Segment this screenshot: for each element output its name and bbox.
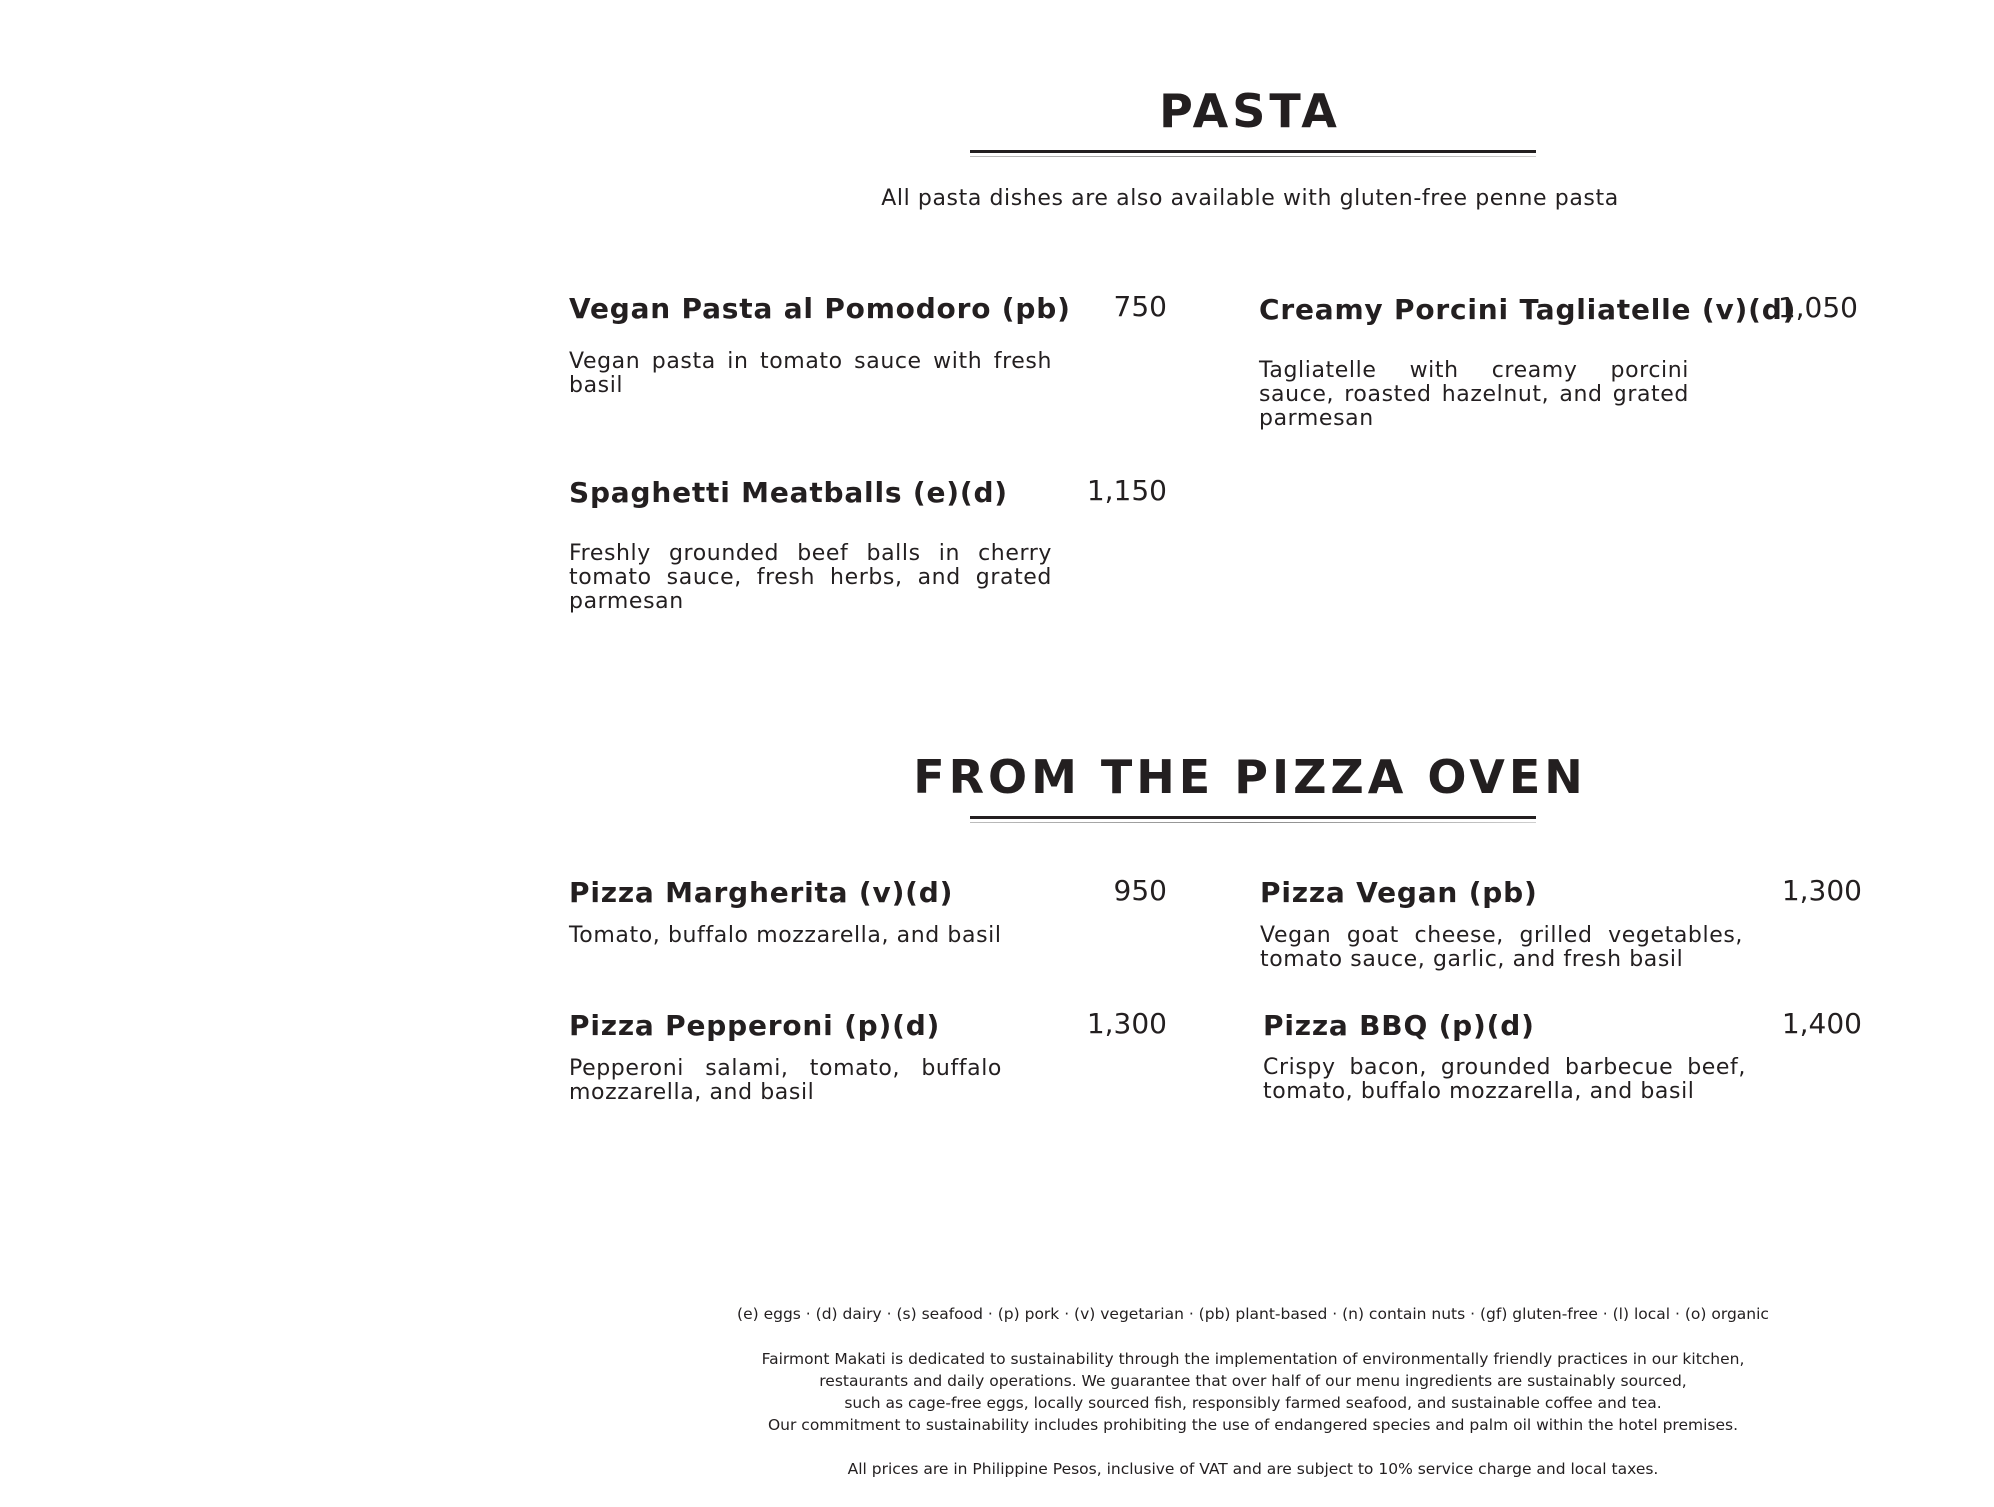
sustainability-line: such as cage-free eggs, locally sourced fish, responsibly farmed seafood, and sustainable coffee and tea. <box>844 1394 1662 1412</box>
sustainability-line: Fairmont Makati is dedicated to sustainability through the implementation of environmentally friendly practices in our kitchen, <box>761 1350 1745 1368</box>
menu-item-name: Pizza Vegan (pb) <box>1260 876 1538 909</box>
pizza-heading: FROM THE PIZZA OVEN <box>913 750 1587 804</box>
menu-item-description: Vegan pasta in tomato sauce with fresh basil <box>569 349 1052 398</box>
menu-item-price: 1,300 <box>1781 874 1862 907</box>
dietary-legend: (e) eggs · (d) dairy · (s) seafood · (p) pork · (v) vegetarian · (pb) plant-based · (n) contain nuts · (gf) gluten-free · (l) local · (o) organic <box>737 1305 1769 1323</box>
prices-note: All prices are in Philippine Pesos, inclusive of VAT and are subject to 10% service charge and local taxes. <box>847 1460 1659 1478</box>
pasta-heading: PASTA <box>1159 84 1341 138</box>
menu-item-price: 1,150 <box>1086 474 1167 507</box>
sustainability-line: Our commitment to sustainability includes prohibiting the use of endangered species and palm oil within the hotel premises. <box>767 1416 1739 1434</box>
menu-item-name: Pizza Pepperoni (p)(d) <box>569 1009 941 1042</box>
menu-item-name: Pizza Margherita (v)(d) <box>569 876 954 909</box>
menu-item-name: Creamy Porcini Tagliatelle (v)(d) <box>1259 293 1797 326</box>
pizza-heading-rule <box>970 816 1536 819</box>
pasta-heading-rule <box>970 150 1536 153</box>
menu-item-description: Pepperoni salami, tomato, buffalo mozzarella, and basil <box>569 1056 1002 1105</box>
menu-item-description: Tagliatelle with creamy porcini sauce, roasted hazelnut, and grated parmesan <box>1259 358 1689 431</box>
menu-item-price: 950 <box>1113 874 1167 907</box>
menu-item-price: 1,050 <box>1777 291 1858 324</box>
menu-item-description: Vegan goat cheese, grilled vegetables, tomato sauce, garlic, and fresh basil <box>1260 923 1743 972</box>
menu-item-name: Vegan Pasta al Pomodoro (pb) <box>569 292 1071 325</box>
menu-item-name: Spaghetti Meatballs (e)(d) <box>569 476 1008 509</box>
menu-item-description: Freshly grounded beef balls in cherry tomato sauce, fresh herbs, and grated parmesan <box>569 541 1052 614</box>
menu-item-description: Tomato, buffalo mozzarella, and basil <box>569 923 1002 948</box>
menu-item-name: Pizza BBQ (p)(d) <box>1263 1009 1535 1042</box>
menu-item-price: 1,400 <box>1781 1007 1862 1040</box>
pasta-subtitle: All pasta dishes are also available with gluten-free penne pasta <box>881 186 1619 211</box>
sustainability-line: restaurants and daily operations. We guarantee that over half of our menu ingredients are sustainably sourced, <box>819 1372 1687 1390</box>
menu-item-description: Crispy bacon, grounded barbecue beef, tomato, buffalo mozzarella, and basil <box>1263 1055 1746 1104</box>
menu-item-price: 750 <box>1113 290 1167 323</box>
menu-item-price: 1,300 <box>1086 1007 1167 1040</box>
